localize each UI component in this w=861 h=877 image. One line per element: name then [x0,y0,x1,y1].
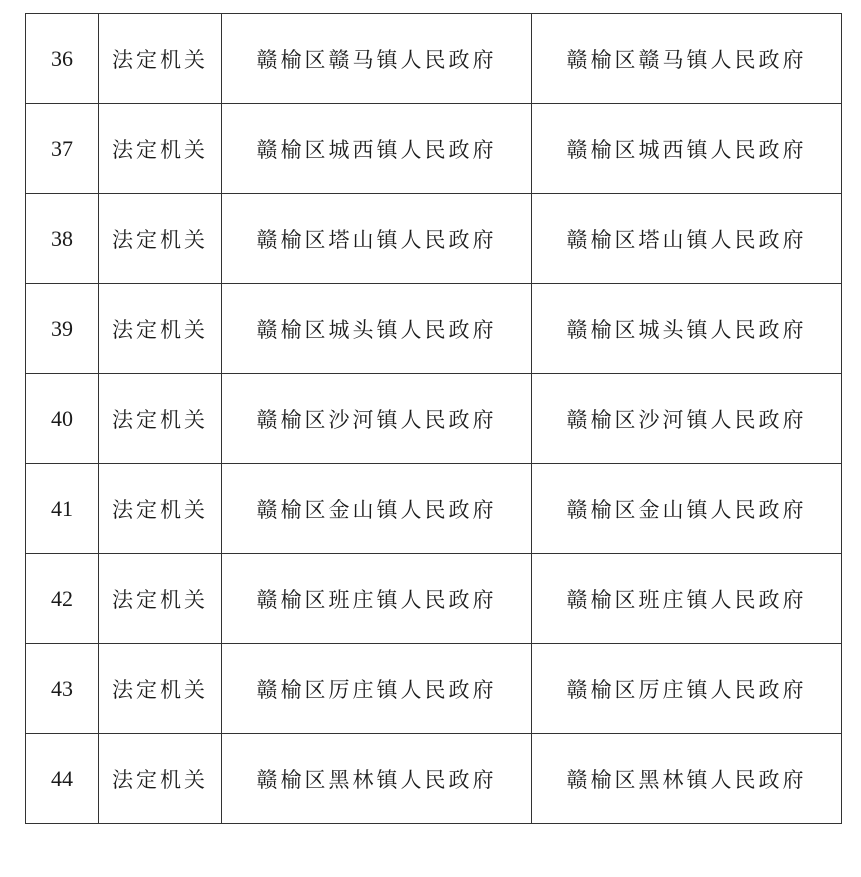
entity-name: 赣榆区塔山镇人民政府 [532,194,842,284]
row-number: 39 [26,284,99,374]
table-row [26,14,842,104]
row-number: 43 [26,644,99,734]
organization-name: 赣榆区赣马镇人民政府 [222,14,532,104]
agency-type: 法定机关 [99,194,222,284]
row-number: 42 [26,554,99,644]
row-number: 36 [26,14,99,104]
table-row [26,734,842,824]
organization-name: 赣榆区塔山镇人民政府 [222,194,532,284]
entity-name: 赣榆区厉庄镇人民政府 [532,644,842,734]
organization-name: 赣榆区金山镇人民政府 [222,464,532,554]
entity-name: 赣榆区黑林镇人民政府 [532,734,842,824]
row-number: 40 [26,374,99,464]
organization-name: 赣榆区城头镇人民政府 [222,284,532,374]
agency-type: 法定机关 [99,14,222,104]
entity-name: 赣榆区班庄镇人民政府 [532,554,842,644]
table-row [26,284,842,374]
table-body [26,14,842,824]
government-agency-table [25,13,842,824]
row-number: 37 [26,104,99,194]
row-number: 44 [26,734,99,824]
entity-name: 赣榆区金山镇人民政府 [532,464,842,554]
table-row [26,554,842,644]
organization-name: 赣榆区厉庄镇人民政府 [222,644,532,734]
organization-name: 赣榆区班庄镇人民政府 [222,554,532,644]
row-number: 41 [26,464,99,554]
entity-name: 赣榆区沙河镇人民政府 [532,374,842,464]
row-number: 38 [26,194,99,284]
agency-type: 法定机关 [99,734,222,824]
table-row [26,464,842,554]
organization-name: 赣榆区黑林镇人民政府 [222,734,532,824]
organization-name: 赣榆区城西镇人民政府 [222,104,532,194]
agency-type: 法定机关 [99,644,222,734]
entity-name: 赣榆区城西镇人民政府 [532,104,842,194]
table-row [26,194,842,284]
agency-type: 法定机关 [99,104,222,194]
table-row [26,104,842,194]
agency-type: 法定机关 [99,284,222,374]
agency-type: 法定机关 [99,374,222,464]
table-row [26,374,842,464]
entity-name: 赣榆区城头镇人民政府 [532,284,842,374]
organization-name: 赣榆区沙河镇人民政府 [222,374,532,464]
agency-type: 法定机关 [99,464,222,554]
entity-name: 赣榆区赣马镇人民政府 [532,14,842,104]
agency-type: 法定机关 [99,554,222,644]
table-row [26,644,842,734]
